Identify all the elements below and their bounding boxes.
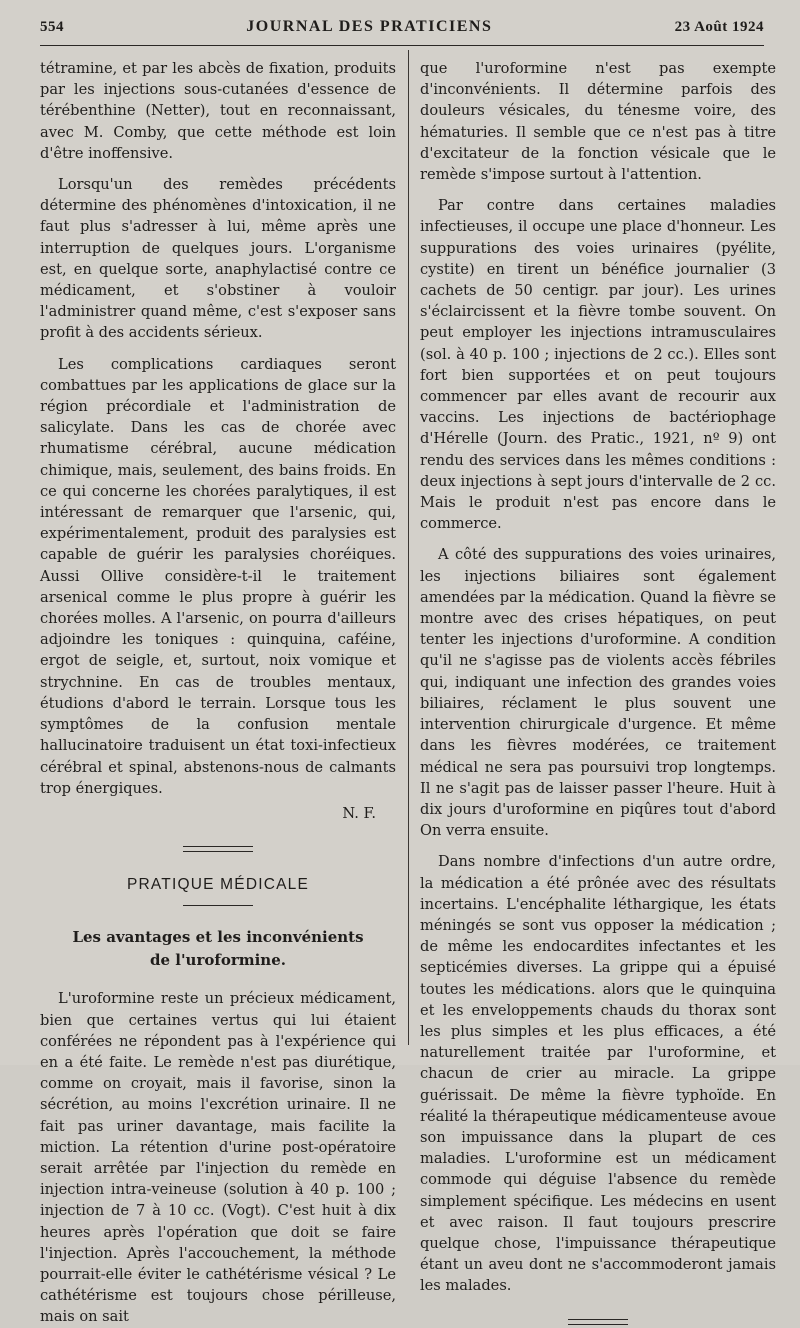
page-number: 554 xyxy=(40,19,64,35)
running-header xyxy=(40,18,764,42)
right-column xyxy=(420,58,776,1325)
section-separator xyxy=(183,846,253,852)
end-separator xyxy=(568,1319,628,1325)
article-title-line-2: de l'uroformine. xyxy=(150,951,286,970)
right-paragraph-4: Dans nombre d'infections d'un autre ordre, la médication a été prônée avec des résultats incertains. L'encéphalite léthargique, les états méningés se sont vus opposer la médication ; de même les endocardites infectantes et les septicémies diverses. La grippe qui a épuisé toutes les médications. alors que le quinquina et les enveloppements chauds du thorax sont les plus simples et les plus efficaces, a été naturellement traitée par l'uroformine, et chacun de crier au miracle. La grippe guérissait. De même la fièvre typhoïde. En réalité la thérapeutique médicamenteuse avoue son impuissance dans la plupart de ces maladies. L'uroformine est un médicament commode qui déguise l'absence du remède simplement spécifique. Les médecins en usent et avec raison. Il faut toujours prescrire quelque chose, l'impuissance thérapeutique étant un aveu dont ne s'accommoderont jamais les malades. xyxy=(420,853,776,1295)
left-column xyxy=(40,58,396,1328)
article-title-line-1: Les avantages et les inconvénients xyxy=(72,928,364,947)
issue-date: 23 Août 1924 xyxy=(674,19,764,35)
right-paragraph-2: Par contre dans certaines maladies infectieuses, il occupe une place d'honneur. Les suppurations des voies urinaires (pyélite, cystite) en tirent un bénéfice journalier (3 cachets de 50 centigr. par jour). Les urines s'éclaircissent et la fièvre tombe souvent. On peut employer les injections intramusculaires (sol. à 40 p. 100 ; injections de 2 cc.). Elles sont fort bien supportées et on peut toujours commencer par elles avant de recourir aux vaccins. Les injections de bactériophage d'Hérelle (Journ. des Pratic., 1921, nº 9) ont rendu des services dans les mêmes conditions : deux injections à sept jours d'intervalle de 2 cc. Mais le produit n'est pas encore dans le commerce. xyxy=(420,197,776,533)
section-underline xyxy=(183,905,253,906)
right-paragraph-3: A côté des suppurations des voies urinaires, les injections biliaires sont également amendées par la médication. Quand la fièvre se montre avec des crises hépatiques, on peut tenter les injections d'uroformine. A condition qu'il ne s'agisse pas de violents accès fébriles qui, indiquant une infection des grandes voies biliaires, réclament le plus souvent une intervention chirurgicale d'urgence. Et même dans les fièvres modérées, ce traitement médical ne sera pas poursuivi trop longtemps. Il ne s'agit pas de laisser passer l'heure. Huit à dix jours d'uroformine en piqûres tout d'abord On verra ensuite. xyxy=(420,546,776,840)
right-paragraph-1: que l'uroformine n'est pas exempte d'inconvénients. Il détermine parfois des douleurs vésicales, du ténesme voire, des hématuries. Il semble que ce n'est pas à titre d'excitateur de la fonction vésicale que le remède s'impose surtout à l'attention. xyxy=(420,60,776,184)
left-paragraph-1: tétramine, et par les abcès de fixation, produits par les injections sous-cutanées d'essence de térébenthine (Netter), tout en reconnaissant, avec M. Comby, que cette méthode est loin d'être inoffensive. xyxy=(40,60,396,162)
column-divider xyxy=(408,50,409,1045)
header-rule xyxy=(40,45,764,46)
section-heading: PRATIQUE MÉDICALE xyxy=(126,876,310,894)
left-paragraph-3: Les complications cardiaques seront combattues par les applications de glace sur la région précordiale et l'administration de salicylate. Dans les cas de chorée avec rhumatisme cérébral, aucune médication chimique, mais, seulement, des bains froids. En ce qui concerne les chorées paralytiques, il est intéressant de remarquer que l'arsenic, qui, expérimentalement, produit des paralysies est capable de guérir les paralysies choréiques. Aussi Ollive considère-t-il le traitement arsenical comme le plus propre à guérir les chorées molles. A l'arsenic, on pourra d'ailleurs adjoindre les toniques : quinquina, caféine, ergot de seigle, et, surtout, noix vomique et strychnine. En cas de troubles mentaux, étudions d'abord le terrain. Lorsque tous les symptômes de la confusion mentale hallucinatoire traduisent un état toxi-infectieux cérébral et spinal, abstenons-nous de calmants trop énergiques. xyxy=(40,355,396,797)
author-signature: N. F. xyxy=(342,804,376,822)
article-title xyxy=(40,926,396,972)
journal-title: JOURNAL DES PRATICIENS xyxy=(246,18,493,35)
left-paragraph-2: Lorsqu'un des remèdes précédents détermine des phénomènes d'intoxication, il ne faut plus s'adresser à lui, même après une interruption de quelques jours. L'organisme est, en quelque sorte, anaphylactisé contre ce médicament, et s'obstiner à vouloir l'administrer quand même, c'est s'exposer sans profit à des accidents sérieux. xyxy=(40,176,396,342)
article-paragraph-1: L'uroformine reste un précieux médicament, bien que certaines vertus qui lui étaient conférées ne répondent pas à l'expérience qui en a été faite. Le remède n'est pas diurétique, comme on croyait, mais il favorise, sinon la sécrétion, au moins l'excrétion urinaire. Il ne fait pas uriner davantage, mais facilite la miction. La rétention d'urine post-opératoire serait arrêtée par l'injection du remède en injection intra-veineuse (solution à 40 p. 100 ; injection de 7 à 10 cc. (Vogt). C'est huit à dix heures après l'opération que doit se faire l'injection. Après l'accouchement, la méthode pourrait-elle éviter le cathétérisme vésical ? Le cathétérisme est toujours chose périlleuse, mais on sait xyxy=(40,990,396,1326)
